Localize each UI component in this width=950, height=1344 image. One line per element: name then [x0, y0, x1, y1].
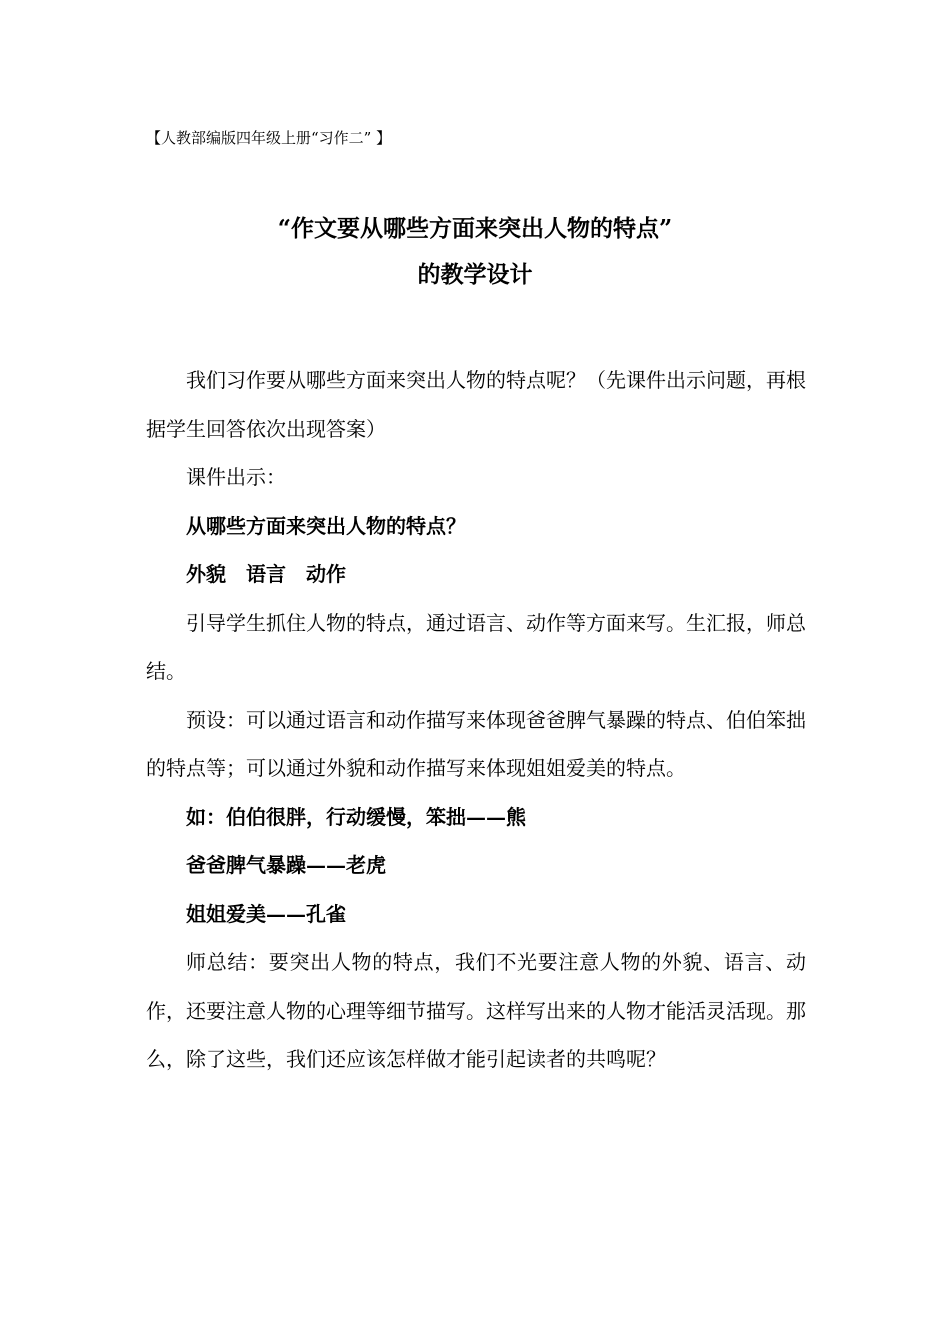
paragraph-courseware: 课件出示： — [186, 465, 286, 489]
paragraph-preset: 预设：可以通过语言和动作描写来体现爸爸脾气暴躁的特点、伯伯笨拙的特点等；可以通过外貌和动作描写来体现姐姐爱美的特点。 — [146, 707, 806, 780]
paragraph-courseware-question: 从哪些方面来突出人物的特点？ — [186, 513, 466, 538]
paragraph-question: 我们习作要从哪些方面来突出人物的特点呢？（先课件出示问题，再根据学生回答依次出现答案） — [146, 368, 806, 441]
paragraph-example-sister: 姐姐爱美——孔雀 — [186, 901, 346, 926]
document-body — [146, 356, 806, 1084]
paragraph-example-father: 爸爸脾气暴躁——老虎 — [186, 853, 386, 877]
paragraph-aspects: 外貌 语言 动作 — [186, 562, 346, 586]
textbook-tag: 【人教部编版四年级上册“习作二” 】 — [146, 129, 392, 147]
document-subtitle: 的教学设计 — [417, 261, 533, 288]
paragraph-example-uncle: 如：伯伯很胖，行动缓慢，笨拙——熊 — [186, 804, 526, 829]
document-title: “作文要从哪些方面来突出人物的特点” — [277, 215, 673, 242]
paragraph-guidance: 引导学生抓住人物的特点，通过语言、动作等方面来写。生汇报，师总结。 — [146, 610, 806, 683]
paragraph-summary: 师总结：要突出人物的特点，我们不光要注意人物的外貌、语言、动作，还要注意人物的心理等细节描写。这样写出来的人物才能活灵活现。那么，除了这些，我们还应该怎样做才能引起读者的共鸣呢？ — [146, 950, 806, 1071]
